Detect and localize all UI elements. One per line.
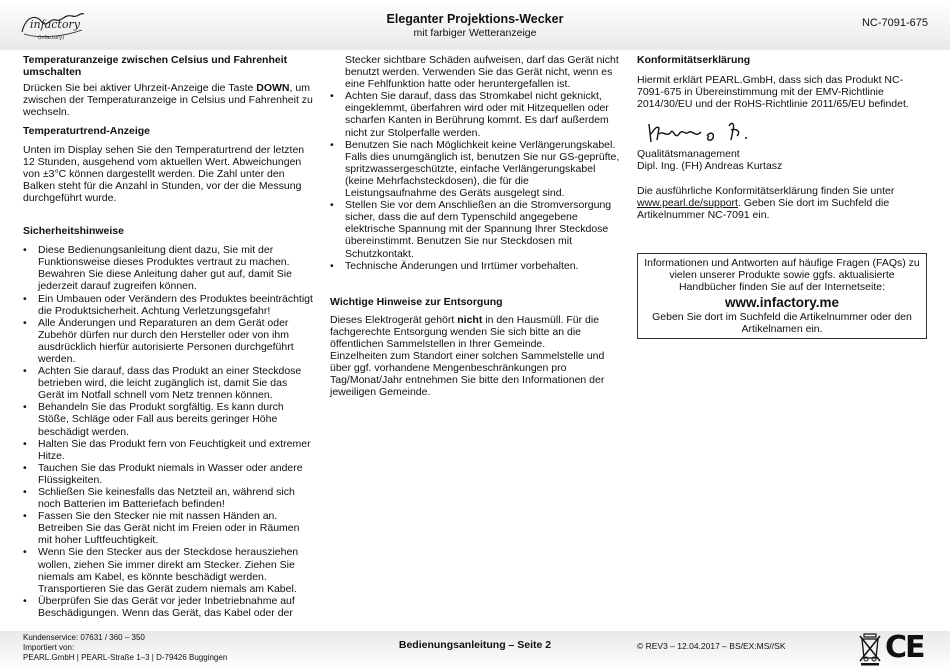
disposal-text: Dieses Elektrogerät gehört nicht in den Hausmüll. Für die fachgerechte Entsorgung wenden Sie sich bitte an die öffentlichen Sammelstellen in Ihrer Gemeinde. — [330, 313, 600, 350]
list-item: • Achten Sie darauf, dass das Produkt an einer Steckdose betrieben wird, die leicht zugänglich ist, damit Sie das Gerät im Notfall schnell vom Netz trennen können. — [23, 365, 313, 401]
safety-heading: Sicherheitshinweise — [23, 225, 124, 238]
importer-label: Importiert von: — [23, 643, 75, 652]
column-right — [637, 54, 927, 339]
faq-text-2: Geben Sie dort im Suchfeld die Artikelnummer oder den Artikelnamen ein. — [652, 311, 912, 336]
list-item: • Diese Bedienungsanleitung dient dazu, Sie mit der Funktionsweise dieses Produktes vertraut zu machen. Bewahren Sie diese Anleitung daher gut auf, damit Sie jederzeit darauf zugreifen können. — [23, 244, 313, 292]
logo-text: infactory — [30, 18, 80, 31]
weee-bin-icon — [858, 632, 882, 666]
disposal-heading: Wichtige Hinweise zur Entsorgung — [330, 295, 503, 308]
list-item: • Technische Änderungen und Irrtümer vorbehalten. — [330, 260, 620, 272]
faq-url-link[interactable]: www.infactory.me — [724, 295, 840, 311]
conformity-text: Hiermit erklärt PEARL.GmbH, dass sich das Produkt NC-7091-675 in Übereinstimmung mit der EMV-Richtlinie 2014/30/EU und der RoHS-Richtlinie 2011/65/EU befindet. — [637, 74, 909, 111]
faq-text: Informationen und Antworten auf häufige Fragen (FAQs) zu vielen unserer Produkte sowie ggfs. aktualisierte Handbücher finden Sie auf der Internetseite: — [644, 256, 920, 294]
safety-list — [23, 244, 313, 619]
list-item: • Tauchen Sie das Produkt niemals in Wasser oder andere Flüssigkeiten. — [23, 462, 313, 486]
page-number-label: Bedienungsanleitung – Seite 2 — [398, 639, 552, 651]
pearl-support-link[interactable]: www.pearl.de/support — [637, 196, 738, 209]
list-item: • Schließen Sie keinesfalls das Netzteil an, während sich noch Batterien im Batteriefach befinden! — [23, 486, 313, 510]
safety-list-continued — [330, 54, 620, 272]
list-item: • Alle Änderungen und Reparaturen an dem Gerät oder Zubehör dürfen nur durch den Hersteller oder von ihm ausdrücklich hierfür autorisierte Personen durchgeführt werden. — [23, 317, 313, 365]
signer-name: Dipl. Ing. (FH) Andreas Kurtasz — [637, 160, 783, 173]
customer-service: Kundenservice: 07631 / 360 – 350 — [23, 633, 145, 642]
list-item: • Behandeln Sie das Produkt sorgfältig. Es kann durch Stöße, Schläge oder Fall aus bereits geringer Höhe beschädigt werden. — [23, 401, 313, 437]
document-subtitle: mit farbiger Wetteranzeige — [413, 27, 537, 39]
conformity-details: Die ausführliche Konformitätserklärung finden Sie unter www.pearl.de/support. Geben Sie dort im Suchfeld die Artikelnummer NC-7091 ein. — [637, 184, 895, 221]
column-left — [23, 54, 313, 619]
temp-unit-text: Drücken Sie bei aktiver Uhrzeit-Anzeige die Taste DOWN, um zwischen der Temperaturanzeige in Celsius und Fahrenheit zu wechseln. — [23, 82, 313, 119]
importer-address: PEARL.GmbH | PEARL-Straße 1–3 | D-79426 Buggingen — [23, 653, 228, 662]
document-title: Eleganter Projektions-Wecker — [386, 12, 564, 26]
product-code: NC-7091-675 — [861, 17, 928, 29]
list-item-continuation: Stecker sichtbare Schäden aufweisen, darf das Gerät nicht benutzt werden. Verwenden Sie das Gerät nicht, wenn es eine Fehlfunktion hatte oder heruntergefallen ist. — [345, 54, 619, 91]
list-item: • Halten Sie das Produkt fern von Feuchtigkeit und extremer Hitze. — [23, 438, 313, 462]
page-footer — [0, 631, 950, 671]
temp-unit-heading: Temperaturanzeige zwischen Celsius und Fahrenheit umschalten — [23, 54, 288, 79]
list-item: • Fassen Sie den Stecker nie mit nassen Händen an. Betreiben Sie das Gerät nicht im Freien oder in Räumen mit hoher Luftfeuchtigkeit. — [23, 510, 313, 546]
disposal-text-2: Einzelheiten zum Standort einer solchen Sammelstelle und über ggf. vorhandene Mengenbeschränkungen pro Tag/Monat/Jahr entnehmen Sie bitte den Informationen der jeweiligen Gemeinde. — [330, 350, 605, 399]
list-item: • Stellen Sie vor dem Anschließen an die Stromversorgung sicher, dass die auf dem Typenschild angegebene elektrische Spannung mit der Spannung Ihrer Steckdose übereinstimmt. Benutzen Sie nur Steckdosen mit Schutzkontakt. — [330, 199, 620, 259]
ce-mark-icon: CE — [885, 630, 924, 665]
column-middle — [330, 54, 620, 398]
list-item: • Ein Umbauen oder Verändern des Produktes beeinträchtigt die Produktsicherheit. Achtung Verletzungsgefahr! — [23, 293, 313, 317]
signature-image — [645, 116, 795, 146]
page-header — [0, 0, 950, 50]
trend-text: Unten im Display sehen Sie den Temperaturtrend der letzten 12 Stunden, ausgehend vom aktuellen Wert. Abweichungen von ±3°C können dargestellt werden. Die Zahl unter den Balken steht für die Anzahl in Stunden, vor der die Messung durchgeführt wurde. — [23, 143, 305, 204]
revision-info: © REV3 – 12.04.2017 – BS/EX:MS//SK — [637, 641, 786, 651]
list-item: • Überprüfen Sie das Gerät vor jeder Inbetriebnahme auf Beschädigungen. Wenn das Gerät, das Kabel oder der — [23, 595, 313, 619]
trend-heading: Temperaturtrend-Anzeige — [23, 125, 150, 138]
faq-box — [637, 253, 927, 339]
list-item: • Benutzen Sie nach Möglichkeit keine Verlängerungskabel. Falls dies unumgänglich ist, benutzen Sie nur GS-geprüfte, spritzwassergeschützte, einfache Verlängerungskabel (keine Mehrfachsteckdosen), die für die Leistungsaufnahme des Geräts ausgelegt sind. — [330, 139, 620, 199]
conformity-heading: Konformitätserklärung — [637, 54, 751, 66]
list-item: • Wenn Sie den Stecker aus der Steckdose herausziehen wollen, ziehen Sie immer direkt am Stecker. Ziehen Sie niemals am Kabel, es könnte beschädigt werden. Transportieren Sie das Gerät zudem niemals am Kabel. — [23, 546, 313, 594]
list-item: • Achten Sie darauf, dass das Stromkabel nicht geknickt, eingeklemmt, überfahren wird oder mit Hitzequellen oder scharfen Kanten in Berührung kommt. Es darf außerdem nicht zur Stolperfalle werden. — [330, 90, 620, 138]
logo-subtext: (infactory) — [38, 35, 65, 41]
signer-role: Qualitätsmanagement — [637, 148, 740, 161]
